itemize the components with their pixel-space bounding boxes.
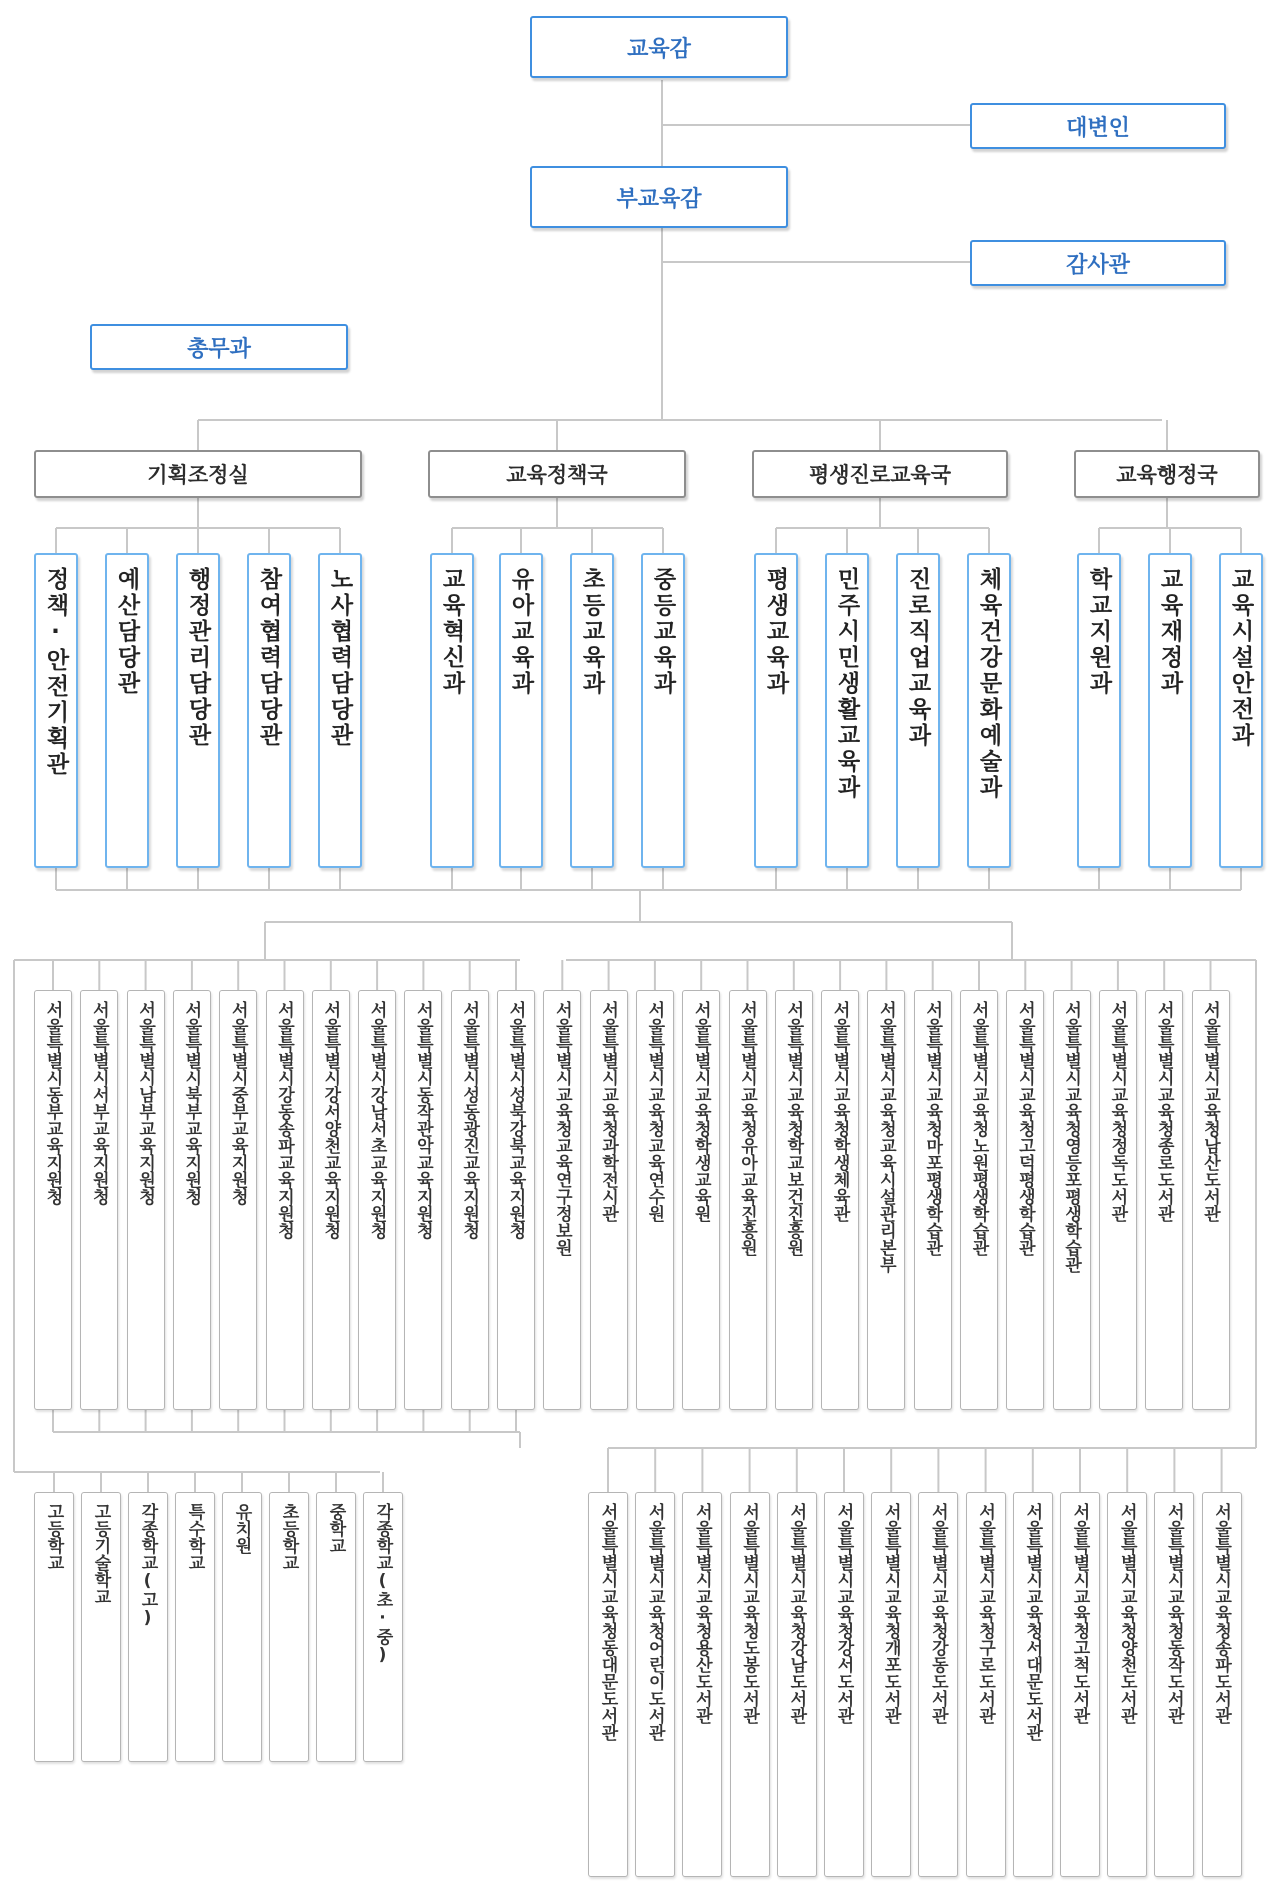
library-5-label: 서울특별시교육청강서도서관 — [833, 1503, 854, 1724]
library-13-label: 서울특별시교육청송파도서관 — [1211, 1503, 1232, 1724]
school-primary-3-label: 각종학교(초·중) — [372, 1503, 393, 1665]
library-0 — [588, 1492, 628, 1877]
library-11-label: 서울특별시교육청양천도서관 — [1116, 1503, 1137, 1724]
agency-4-label: 서울특별시교육청유아교육진흥원 — [737, 1001, 757, 1256]
agency-10 — [1006, 990, 1044, 1410]
division-box-1 — [428, 450, 686, 498]
library-11 — [1107, 1492, 1147, 1877]
unit-box-1-1-label: 유아교육과 — [507, 567, 534, 697]
district-office-9-label: 서울특별시성동광진교육지원청 — [459, 1001, 480, 1239]
unit-box-2-3 — [967, 553, 1011, 868]
agency-6-label: 서울특별시교육청학생체육관 — [829, 1001, 850, 1222]
division-box-2 — [752, 450, 1008, 498]
superintendent-box-label: 교육감 — [627, 36, 691, 62]
spokesperson-box-label: 대변인 — [1066, 115, 1130, 141]
library-0-label: 서울특별시교육청동대문도서관 — [597, 1503, 618, 1741]
district-office-4 — [219, 990, 257, 1410]
unit-box-0-1-label: 예산담당관 — [113, 567, 140, 697]
agency-0-label: 서울특별시교육청교육연구정보원 — [551, 1001, 572, 1256]
school-primary-3 — [363, 1492, 403, 1762]
district-office-6 — [312, 990, 350, 1410]
division-box-3 — [1074, 450, 1260, 498]
agency-8 — [914, 990, 952, 1410]
unit-box-2-3-label: 체육건강문화예술과 — [975, 567, 1002, 801]
district-office-2 — [127, 990, 165, 1410]
general-affairs-box — [90, 324, 348, 370]
agency-11-label: 서울특별시교육청영등포평생학습관 — [1061, 1001, 1082, 1273]
unit-box-1-0-label: 교육혁신과 — [438, 567, 465, 697]
agency-10-label: 서울특별시교육청고덕평생학습관 — [1014, 1001, 1035, 1256]
library-7-label: 서울특별시교육청강동도서관 — [927, 1503, 948, 1724]
superintendent-box — [530, 16, 788, 78]
unit-box-2-2-label: 진로직업교육과 — [904, 567, 931, 749]
library-1-label: 서울특별시교육청어린이도서관 — [644, 1503, 665, 1741]
unit-box-1-3 — [641, 553, 685, 868]
agency-4 — [729, 990, 767, 1410]
library-2-label: 서울특별시교육청용산도서관 — [691, 1503, 712, 1724]
library-10 — [1060, 1492, 1100, 1877]
unit-box-0-4-label: 노사협력담당관 — [326, 567, 353, 749]
district-office-8-label: 서울특별시동작관악교육지원청 — [412, 1001, 433, 1239]
deputy-box-label: 부교육감 — [616, 186, 702, 212]
general-affairs-box-label: 총무과 — [187, 336, 251, 362]
school-secondary-0 — [34, 1492, 74, 1762]
agency-12-label: 서울특별시교육청정독도서관 — [1107, 1001, 1128, 1222]
district-office-0-label: 서울특별시동부교육지원청 — [42, 1001, 63, 1205]
unit-box-2-0-label: 평생교육과 — [762, 567, 789, 697]
unit-box-1-1 — [499, 553, 543, 868]
unit-box-0-1 — [105, 553, 149, 868]
agency-9-label: 서울특별시교육청노원평생학습관 — [968, 1001, 989, 1256]
unit-box-2-0 — [754, 553, 798, 868]
district-office-10 — [497, 990, 535, 1410]
unit-box-2-2 — [896, 553, 940, 868]
district-office-8 — [404, 990, 442, 1410]
unit-box-0-2 — [176, 553, 220, 868]
library-4-label: 서울특별시교육청강남도서관 — [786, 1503, 807, 1724]
library-3 — [730, 1492, 770, 1877]
library-6-label: 서울특별시교육청개포도서관 — [880, 1503, 901, 1724]
agency-6 — [821, 990, 859, 1410]
division-box-0-label: 기획조정실 — [147, 463, 249, 487]
unit-box-3-0-label: 학교지원과 — [1085, 567, 1112, 697]
agency-8-label: 서울특별시교육청마포평생학습관 — [922, 1001, 943, 1256]
library-9 — [1013, 1492, 1053, 1877]
district-office-7 — [358, 990, 396, 1410]
unit-box-3-1-label: 교육재정과 — [1156, 567, 1183, 697]
district-office-10-label: 서울특별시성북강북교육지원청 — [505, 1001, 526, 1239]
school-primary-2-label: 중학교 — [325, 1503, 346, 1554]
agency-3 — [682, 990, 720, 1410]
auditor-box — [970, 240, 1226, 286]
library-3-label: 서울특별시교육청도봉도서관 — [739, 1503, 760, 1724]
library-12-label: 서울특별시교육청동작도서관 — [1163, 1503, 1184, 1724]
district-office-1-label: 서울특별시서부교육지원청 — [88, 1001, 109, 1205]
district-office-4-label: 서울특별시중부교육지원청 — [227, 1001, 248, 1205]
school-primary-2 — [316, 1492, 356, 1762]
school-secondary-2 — [128, 1492, 168, 1762]
agency-0 — [543, 990, 581, 1410]
agency-14-label: 서울특별시교육청남산도서관 — [1200, 1001, 1220, 1222]
library-8-label: 서울특별시교육청구로도서관 — [975, 1503, 996, 1724]
unit-box-1-2 — [570, 553, 614, 868]
deputy-box — [530, 166, 788, 228]
school-secondary-3-label: 특수학교 — [184, 1503, 205, 1571]
agency-13 — [1145, 990, 1183, 1410]
agency-1-label: 서울특별시교육청과학전시관 — [598, 1001, 619, 1222]
unit-box-1-0 — [430, 553, 474, 868]
library-2 — [682, 1492, 722, 1877]
unit-box-3-2 — [1219, 553, 1263, 868]
agency-7-label: 서울특별시교육청교육시설관리본부 — [875, 1001, 896, 1273]
division-box-1-label: 교육정책국 — [506, 463, 608, 487]
district-office-3 — [173, 990, 211, 1410]
school-primary-0-label: 유치원 — [231, 1503, 252, 1554]
district-office-7-label: 서울특별시강남서초교육지원청 — [366, 1001, 387, 1239]
district-office-6-label: 서울특별시강서양천교육지원청 — [320, 1001, 341, 1239]
unit-box-0-4 — [318, 553, 362, 868]
agency-9 — [960, 990, 998, 1410]
division-box-2-label: 평생진로교육국 — [808, 463, 951, 487]
library-5 — [824, 1492, 864, 1877]
library-7 — [918, 1492, 958, 1877]
agency-5-label: 서울특별시교육청학교보건진흥원 — [783, 1001, 804, 1256]
unit-box-3-0 — [1077, 553, 1121, 868]
library-1 — [635, 1492, 675, 1877]
agency-2-label: 서울특별시교육청교육연수원 — [644, 1001, 665, 1222]
library-9-label: 서울특별시교육청서대문도서관 — [1022, 1503, 1043, 1741]
unit-box-3-2-label: 교육시설안전과 — [1227, 567, 1254, 749]
library-12 — [1154, 1492, 1194, 1877]
district-office-5-label: 서울특별시강동송파교육지원청 — [274, 1001, 294, 1239]
division-box-0 — [34, 450, 362, 498]
library-8 — [966, 1492, 1006, 1877]
school-secondary-1 — [81, 1492, 121, 1762]
unit-box-0-0-label: 정책·안전기획관 — [42, 567, 69, 778]
school-primary-1-label: 초등학교 — [278, 1503, 299, 1571]
school-secondary-3 — [175, 1492, 215, 1762]
library-13 — [1202, 1492, 1242, 1877]
agency-5 — [775, 990, 813, 1410]
unit-box-1-3-label: 중등교육과 — [649, 567, 676, 697]
school-secondary-0-label: 고등학교 — [43, 1503, 64, 1571]
auditor-box-label: 감사관 — [1066, 252, 1130, 278]
agency-13-label: 서울특별시교육청종로도서관 — [1153, 1001, 1174, 1222]
library-6 — [871, 1492, 911, 1877]
school-primary-0 — [222, 1492, 262, 1762]
agency-11 — [1053, 990, 1091, 1410]
unit-box-0-0 — [34, 553, 78, 868]
unit-box-2-1-label: 민주시민생활교육과 — [833, 567, 860, 801]
unit-box-0-3-label: 참여협력담당관 — [255, 567, 282, 749]
school-primary-1 — [269, 1492, 309, 1762]
spokesperson-box — [970, 103, 1226, 149]
unit-box-0-3 — [247, 553, 291, 868]
agency-14 — [1192, 990, 1230, 1410]
agency-12 — [1099, 990, 1137, 1410]
district-office-0 — [34, 990, 72, 1410]
division-box-3-label: 교육행정국 — [1116, 463, 1218, 487]
library-4 — [777, 1492, 817, 1877]
agency-1 — [590, 990, 628, 1410]
agency-7 — [867, 990, 905, 1410]
district-office-9 — [451, 990, 489, 1410]
district-office-1 — [80, 990, 118, 1410]
district-office-5 — [266, 990, 304, 1410]
district-office-2-label: 서울특별시남부교육지원청 — [135, 1001, 156, 1205]
unit-box-3-1 — [1148, 553, 1192, 868]
agency-3-label: 서울특별시교육청학생교육원 — [690, 1001, 711, 1222]
agency-2 — [636, 990, 674, 1410]
unit-box-1-2-label: 초등교육과 — [578, 567, 605, 697]
library-10-label: 서울특별시교육청고척도서관 — [1069, 1503, 1090, 1724]
district-office-3-label: 서울특별시북부교육지원청 — [181, 1001, 202, 1205]
unit-box-0-2-label: 행정관리담당관 — [184, 567, 211, 749]
school-secondary-1-label: 고등기술학교 — [90, 1503, 111, 1605]
school-secondary-2-label: 각종학교(고) — [137, 1503, 158, 1628]
unit-box-2-1 — [825, 553, 869, 868]
